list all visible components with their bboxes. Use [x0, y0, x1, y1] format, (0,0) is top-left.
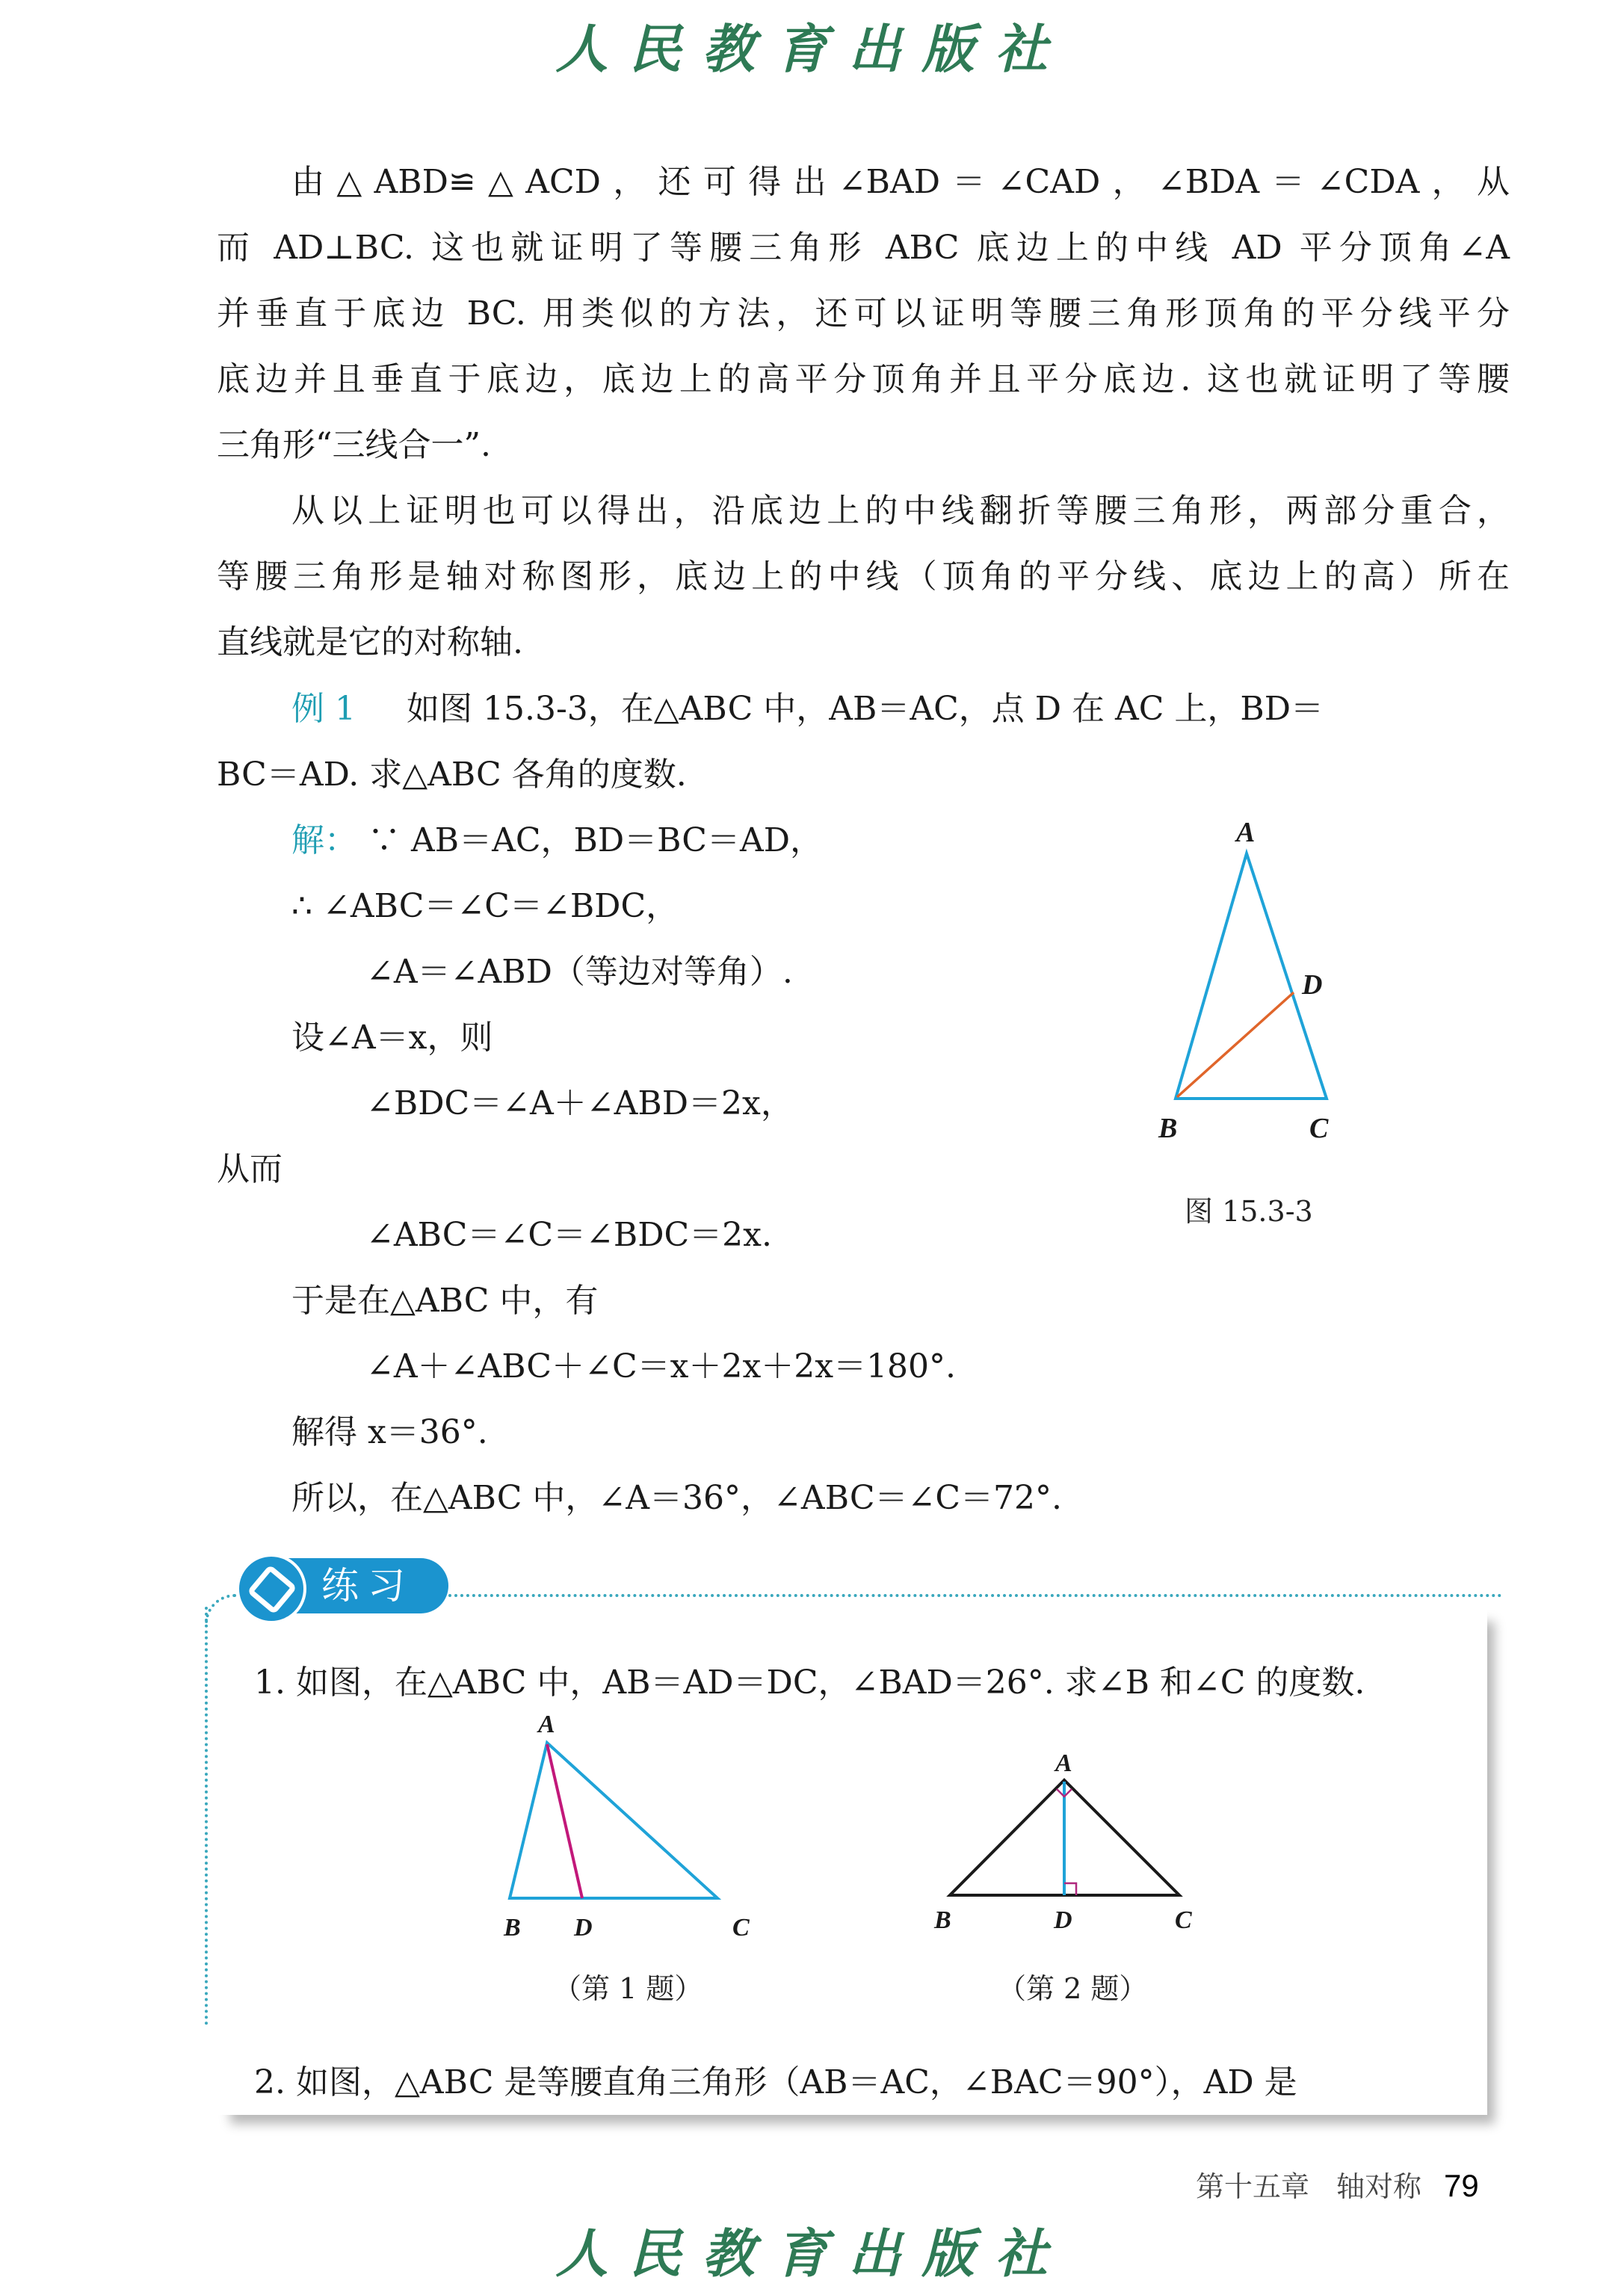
- label-b: B: [1158, 1113, 1178, 1143]
- page-footer: [1196, 2163, 1479, 2205]
- publisher-logo-bottom: 人民教育出版社: [555, 2223, 1069, 2285]
- label-c: C: [732, 1914, 750, 1942]
- label-d: D: [574, 1914, 593, 1942]
- example-question-line: [217, 676, 1510, 742]
- pencil-icon: [236, 1554, 306, 1624]
- solution-line: ∴ ∠ABC＝∠C＝∠BDC，: [291, 887, 679, 925]
- label-d: D: [1054, 1906, 1072, 1934]
- solution-line: ∠BDC＝∠A＋∠ABD＝2x，: [366, 1084, 794, 1122]
- exercise-figure-2-caption: （第 2 题）: [998, 1972, 1148, 2005]
- solution-text: ∵ AB＝AC，BD＝BC＝AD，: [368, 821, 824, 859]
- exercise-figure-2: [927, 1749, 1226, 1946]
- text-line: 三角形“三线合一”.: [217, 426, 491, 464]
- label-b: B: [504, 1914, 521, 1942]
- solution-line: 于是在△ABC 中，有: [291, 1282, 599, 1320]
- label-d: D: [1302, 969, 1323, 1001]
- exercise-question-1: 1. 如图，在△ABC 中，AB＝AD＝DC，∠BAD＝26°. 求∠B 和∠C 的度数.: [254, 1664, 1365, 1702]
- solution-label: 解：: [291, 821, 357, 859]
- chapter-label: 第十五章: [1196, 2170, 1310, 2203]
- label-a: A: [538, 1711, 555, 1738]
- segment-bd: [1177, 992, 1294, 1097]
- text-line: 由△ABD≌△ACD，还可得出∠BAD＝∠CAD，∠BDA＝∠CDA，从: [291, 163, 1510, 201]
- right-angle-mark-d: [1064, 1883, 1076, 1895]
- text-line: 直线就是它的对称轴.: [217, 623, 523, 661]
- segment-ad: [547, 1744, 582, 1898]
- text-line: 而 AD⊥BC. 这也就证明了等腰三角形 ABC 底边上的中线 AD 平分顶角∠A: [217, 229, 1510, 267]
- exercise-figure-1-caption: （第 1 题）: [553, 1972, 703, 2005]
- example-label: 例 1: [291, 690, 356, 728]
- text-line: 底边并且垂直于底边，底边上的高平分顶角并且平分底边. 这也就证明了等腰: [217, 360, 1510, 398]
- exercise-frame-dotted-top: [448, 1594, 1502, 1597]
- label-a: A: [1055, 1749, 1072, 1777]
- text-line: 并垂直于底边 BC. 用类似的方法，还可以证明等腰三角形顶角的平分线平分: [217, 294, 1510, 333]
- publisher-logo-top: 人民教育出版社: [555, 18, 1069, 80]
- text-line: 从以上证明也可以得出，沿底边上的中线翻折等腰三角形，两部分重合，: [291, 492, 1510, 530]
- label-a: A: [1236, 817, 1256, 848]
- label-b: B: [934, 1906, 951, 1934]
- exercise-question-2: 2. 如图，△ABC 是等腰直角三角形（AB＝AC，∠BAC＝90°），AD 是: [254, 2063, 1297, 2101]
- solution-line: ∠ABC＝∠C＝∠BDC＝2x.: [366, 1216, 772, 1254]
- page-number: 79: [1444, 2168, 1479, 2203]
- solution-line: ∠A＋∠ABC＋∠C＝x＋2x＋2x＝180°.: [366, 1347, 957, 1386]
- text-line: 等腰三角形是轴对称图形，底边上的中线（顶角的平分线、底边上的高）所在: [217, 557, 1510, 596]
- paragraph-1: [217, 149, 1510, 478]
- solution-line: ∠A＝∠ABD（等边对等角）.: [366, 953, 793, 991]
- exercise-frame-dotted-left: [205, 1607, 208, 2025]
- paragraph-2: [217, 478, 1510, 676]
- exercise-figure-1: [493, 1711, 762, 1953]
- exercise-header-tab: [247, 1558, 448, 1613]
- figure-15-3-3: [1143, 815, 1383, 1146]
- exercise-title: 练习: [321, 1564, 414, 1607]
- label-c: C: [1309, 1113, 1329, 1143]
- figure-caption: 图 15.3-3: [1185, 1195, 1313, 1228]
- section-label: 轴对称: [1336, 2170, 1422, 2203]
- label-c: C: [1175, 1906, 1192, 1934]
- solution-line: 从而: [217, 1150, 282, 1188]
- solution-line: 所以，在△ABC 中，∠A＝36°，∠ABC＝∠C＝72°.: [291, 1479, 1063, 1517]
- example-question-text: 如图 15.3-3，在△ABC 中，AB＝AC，点 D 在 AC 上，BD＝: [406, 690, 1324, 728]
- solution-line: 设∠A＝x，则: [291, 1019, 493, 1057]
- example-question-line: BC＝AD. 求△ABC 各角的度数.: [217, 756, 687, 794]
- triangle-abc: [510, 1743, 717, 1898]
- solution-line: 解得 x＝36°.: [291, 1413, 488, 1451]
